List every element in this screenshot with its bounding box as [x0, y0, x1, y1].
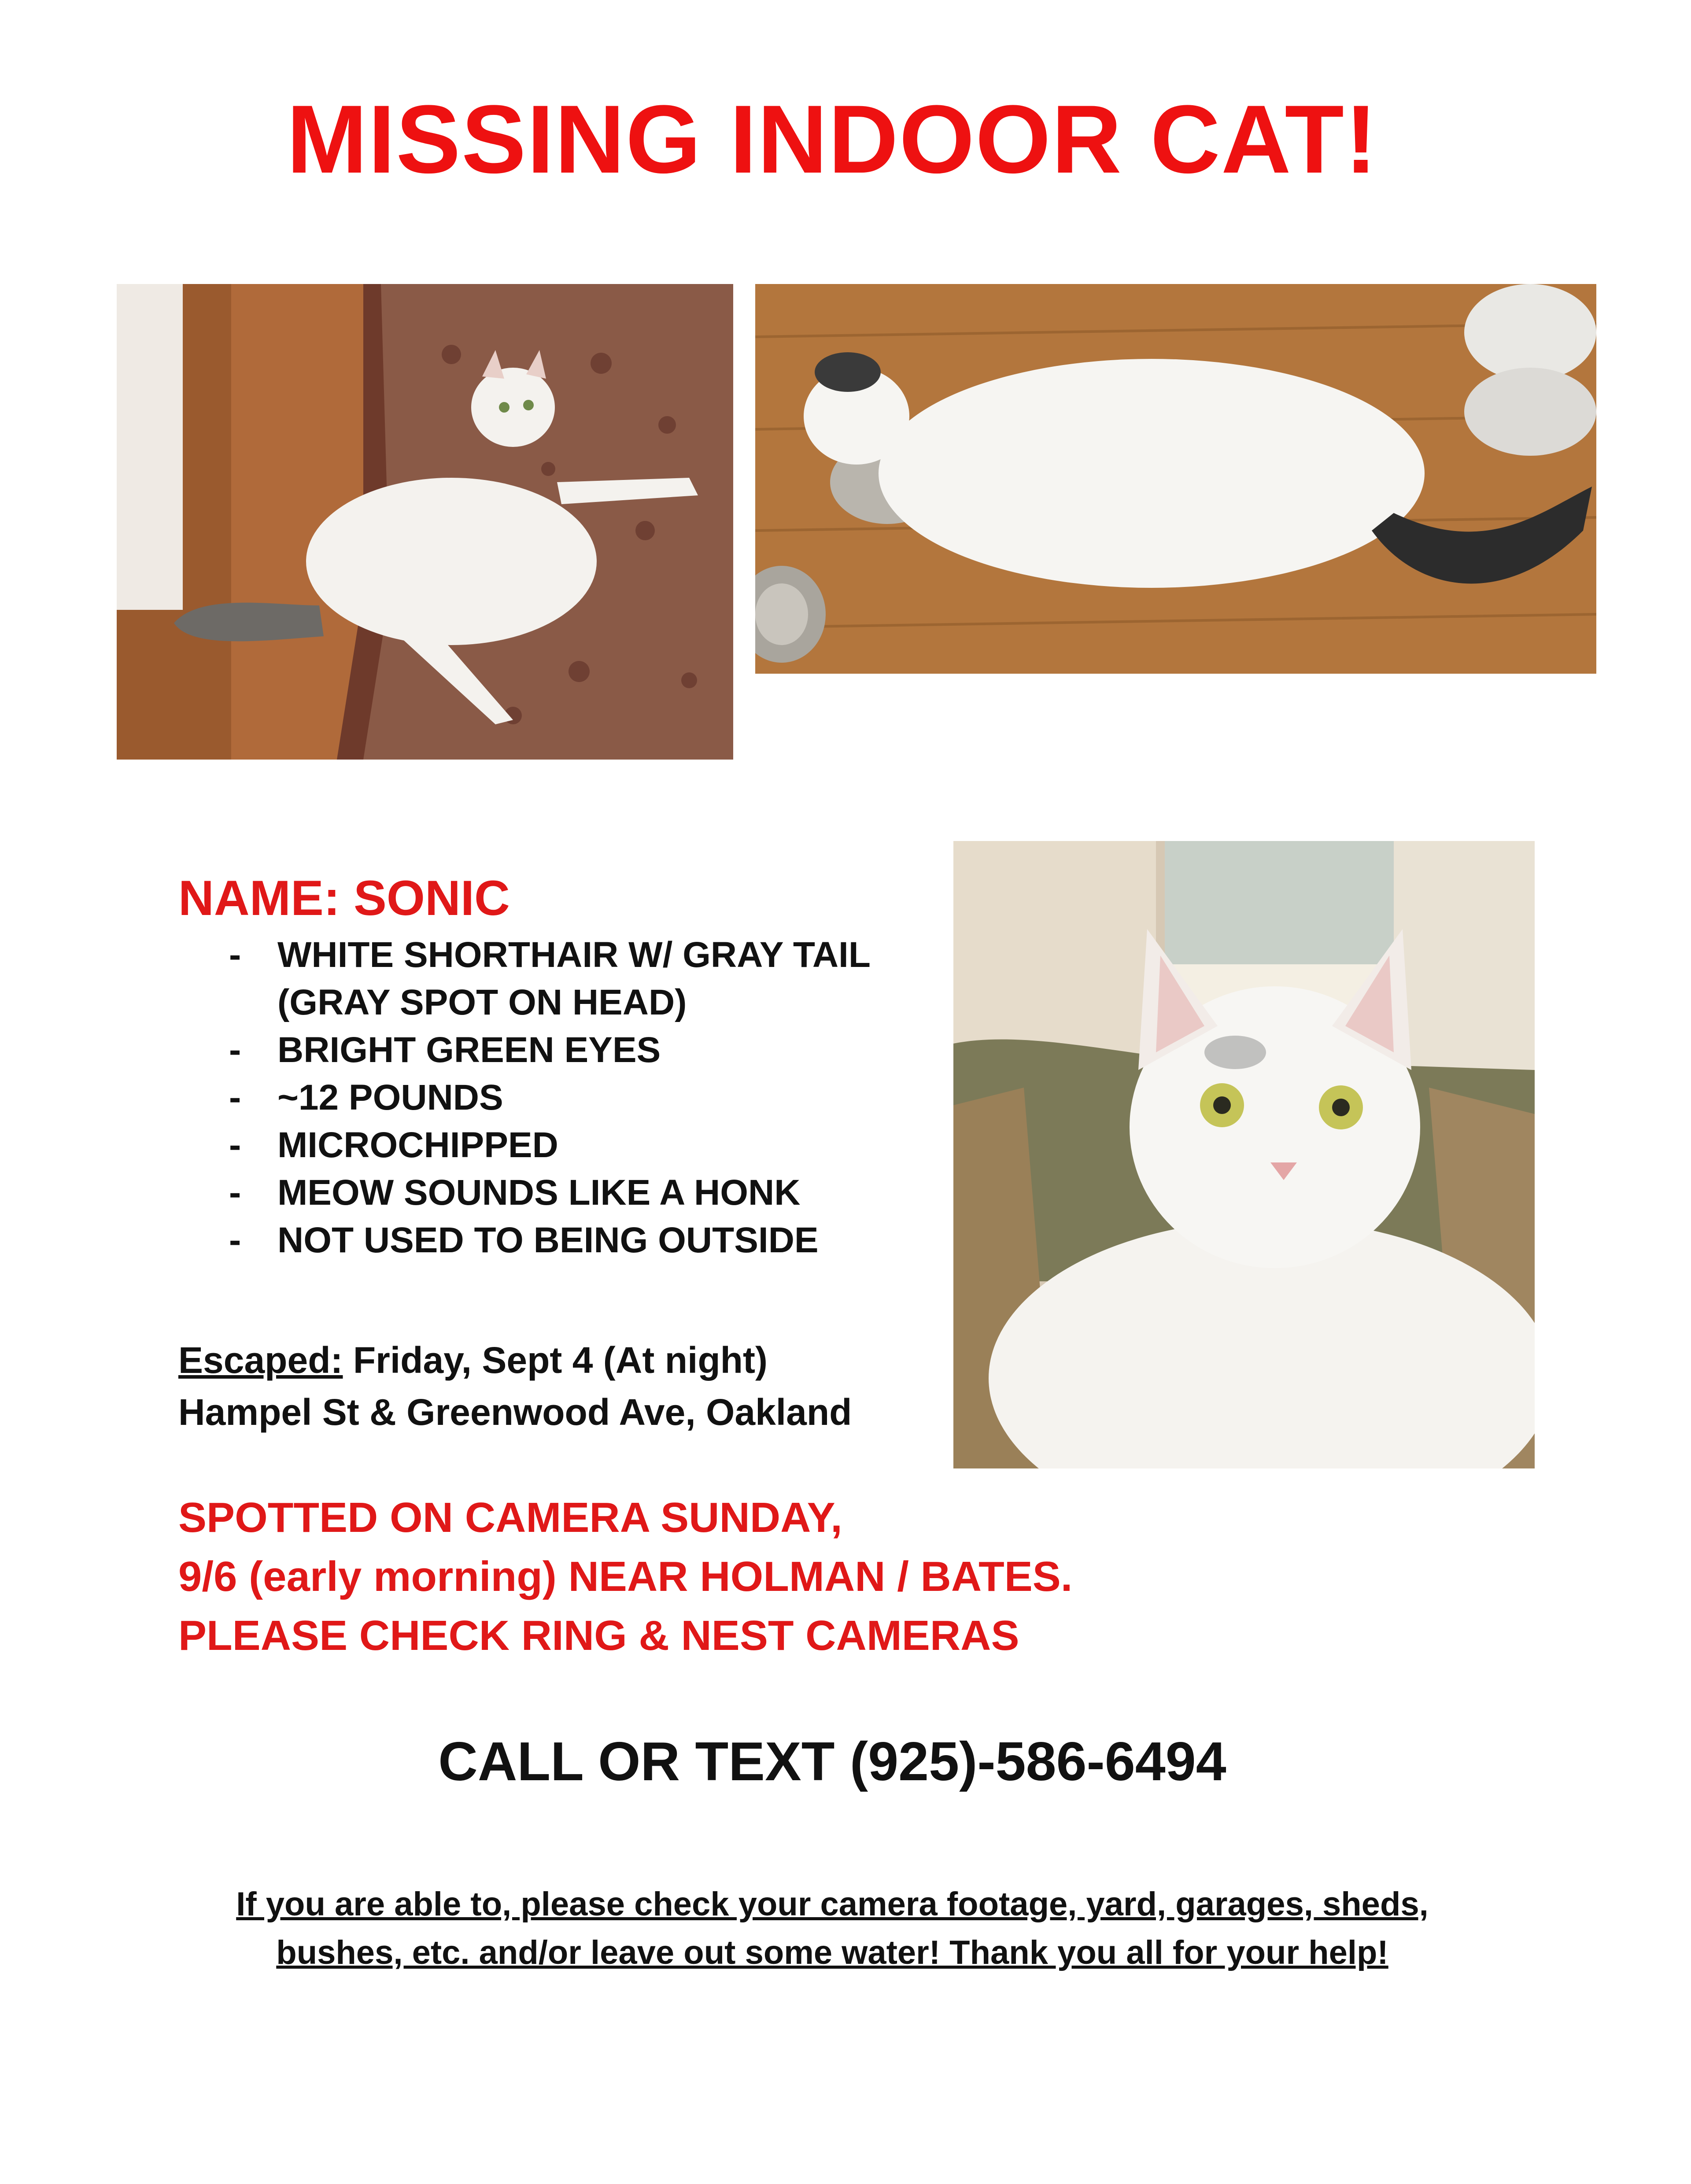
escaped-when: Friday, Sept 4 (At night)	[343, 1339, 768, 1381]
spotted-line-1: SPOTTED ON CAMERA SUNDAY,	[178, 1494, 842, 1541]
escaped-when-line	[178, 1334, 852, 1386]
escaped-info	[178, 1334, 852, 1438]
spotted-line-2: 9/6 (early morning) NEAR HOLMAN / BATES.	[178, 1553, 1073, 1600]
spotted-line-3: PLEASE CHECK RING & NEST CAMERAS	[178, 1612, 1019, 1659]
escaped-where: Hampel St & Greenwood Ave, Oakland	[178, 1391, 852, 1433]
bullet-dash: -	[229, 1220, 241, 1260]
bullet-dash: -	[229, 1030, 241, 1070]
trait-text: (GRAY SPOT ON HEAD)	[277, 982, 687, 1022]
trait-text: MEOW SOUNDS LIKE A HONK	[277, 1173, 801, 1213]
footer-line-1: If you are able to, please check your camera footage, yard, garages, sheds,	[236, 1885, 1429, 1923]
trait-text: WHITE SHORTHAIR W/ GRAY TAIL	[277, 935, 871, 975]
list-item	[229, 979, 871, 1026]
trait-text: BRIGHT GREEN EYES	[277, 1030, 661, 1070]
cat-photo-closeup	[953, 841, 1535, 1468]
cat-traits-list	[229, 931, 871, 1264]
cat-photo-eating	[755, 284, 1596, 674]
list-item	[229, 1169, 871, 1217]
trait-text: ~12 POUNDS	[277, 1077, 503, 1118]
trait-text: NOT USED TO BEING OUTSIDE	[277, 1220, 819, 1260]
list-item	[229, 1026, 871, 1074]
trait-text: MICROCHIPPED	[277, 1125, 558, 1165]
bullet-dash: -	[229, 1125, 241, 1165]
footer-line-2: bushes, etc. and/or leave out some water! Thank you all for your help!	[276, 1934, 1388, 1971]
escaped-label: Escaped:	[178, 1339, 343, 1381]
spotted-notice	[178, 1488, 1072, 1665]
flyer-title: MISSING INDOOR CAT!	[286, 85, 1378, 193]
list-item	[229, 1074, 871, 1122]
bullet-dash: -	[229, 935, 241, 975]
cat-name-heading: NAME: SONIC	[178, 871, 510, 926]
list-item	[229, 1122, 871, 1169]
list-item	[229, 931, 871, 979]
bullet-dash: -	[229, 1077, 241, 1118]
cat-photo-rug	[117, 284, 733, 760]
footer-note	[0, 1880, 1665, 1977]
bullet-dash: -	[229, 1173, 241, 1213]
contact-phone: CALL OR TEXT (925)-586-6494	[438, 1731, 1226, 1792]
list-item	[229, 1217, 871, 1264]
